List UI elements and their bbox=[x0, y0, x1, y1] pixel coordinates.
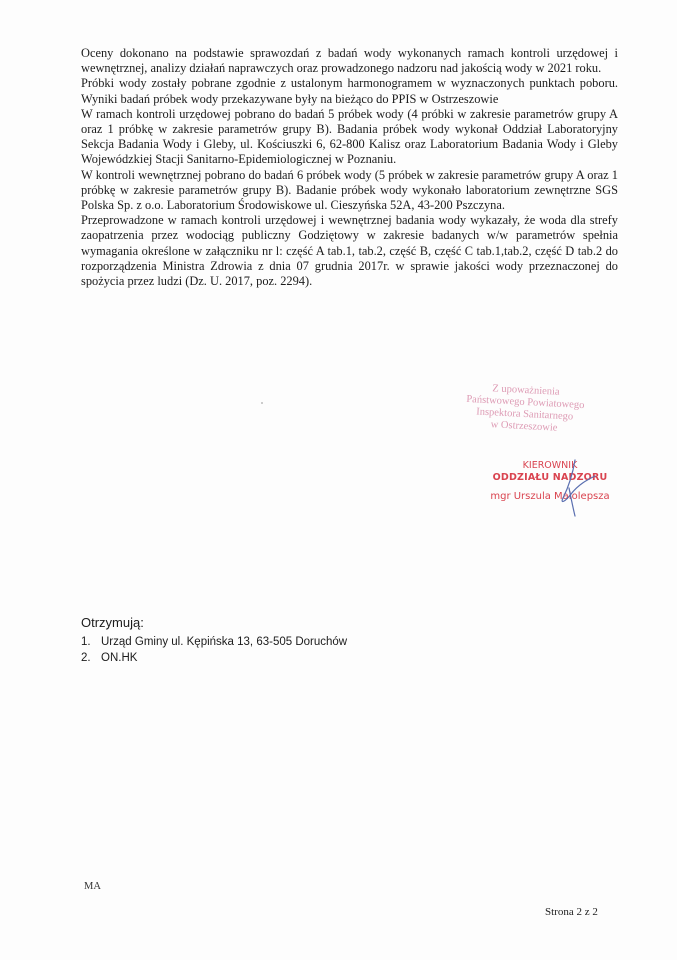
recipient-number: 2. bbox=[81, 652, 91, 664]
paragraph-official-control: W ramach kontroli urzędowej pobrano do badań 5 próbek wody (4 próbki w zakresie parametrów grupy A oraz 1 próbkę w zakresie parametrów grupy B). Badania próbek wody wykonał Oddział Laboratoryjny Sekcja Badania Wody i Gleby, ul. Kościuszki 6, 62-800 Kalisz oraz Laboratorium Badania Wody i Gleby Wojewódzkiej Stacji Sanitarno-Epidemiologicznej w Poznaniu. bbox=[81, 106, 618, 167]
recipients-list bbox=[81, 614, 347, 666]
document-body bbox=[81, 46, 618, 289]
recipient-text: ON.HK bbox=[101, 652, 138, 664]
stamp-line: Inspektora Sanitarnego bbox=[475, 406, 574, 423]
paragraph-assessment-basis: Oceny dokonano na podstawie sprawozdań z badań wody wykonanych ramach kontroli urzędowej i wewnętrznej, analizy działań naprawczych oraz prowadzonego nadzoru nad jakością wody w 2021 roku. bbox=[81, 46, 618, 76]
paragraph-conclusion: Przeprowadzone w ramach kontroli urzędowej i wewnętrznej badania wody wykazały, że woda dla strefy zaopatrzenia przez wodociąg publiczny Godziętowy w zakresie badanych w/w parametrów spełnia wymagania określone w załączniku nr l: część A tab.1, tab.2, część B, część C tab.1,tab.2, część D tab.2 do rozporządzenia Ministra Zdrowia z dnia 07 grudnia 2017r. w sprawie jakości wody przeznaczonej do spożycia przez ludzi (Dz. U. 2017, poz. 2294). bbox=[81, 213, 618, 289]
recipient-item bbox=[81, 650, 347, 666]
stamp-line: w Ostrzeszowie bbox=[490, 419, 558, 434]
recipients-title: Otrzymują: bbox=[81, 615, 144, 630]
signature-icon bbox=[545, 458, 605, 518]
page-number: Strona 2 z 2 bbox=[545, 906, 598, 918]
authorization-stamp bbox=[449, 381, 601, 437]
stamp-name: mgr Urszula Małolepsza bbox=[490, 491, 610, 502]
stamp-line: Państwowego Powiatowego bbox=[466, 393, 585, 412]
paragraph-sampling: Próbki wody zostały pobrane zgodnie z ustalonym harmonogramem w wyznaczonych punktach poboru. Wyniki badań próbek wody przekazywane były na bieżąco do PPIS w Ostrzeszowie bbox=[81, 76, 618, 106]
stamp-unit: ODDZIAŁU NADZORU bbox=[492, 472, 608, 483]
stamp-title: KIEROWNIK bbox=[522, 460, 578, 471]
recipient-number: 1. bbox=[81, 636, 91, 648]
recipient-item bbox=[81, 634, 347, 650]
stamp-line: Z upoważnienia bbox=[492, 383, 560, 398]
recipient-text: Urząd Gminy ul. Kępińska 13, 63-505 Doruchów bbox=[101, 636, 348, 648]
scan-speck bbox=[261, 402, 263, 404]
paragraph-internal-control: W kontroli wewnętrznej pobrano do badań 6 próbek wody (5 próbek w zakresie parametrów grupy A oraz 1 próbkę w zakresie parametrów grupy B). Badanie próbek wody wykonało laboratorium zewnętrzne SGS Polska Sp. z o.o. Laboratorium Środowiskowe ul. Cieszyńska 52A, 43-200 Pszczyna. bbox=[81, 167, 618, 213]
author-initials: MA bbox=[84, 881, 101, 892]
